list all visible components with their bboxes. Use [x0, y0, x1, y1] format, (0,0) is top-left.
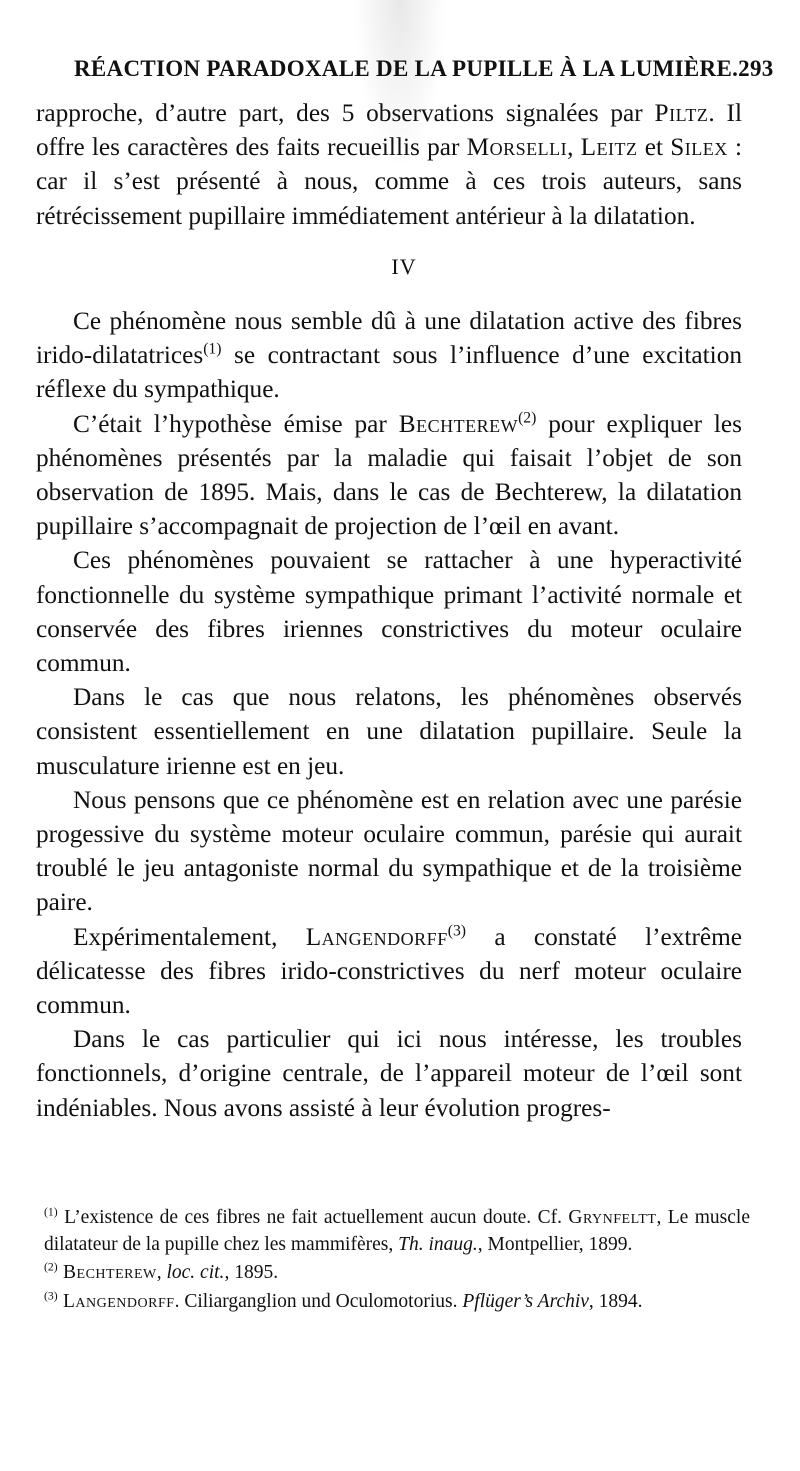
footnote-ref: (3): [447, 922, 466, 940]
author-name: Silex: [670, 133, 728, 162]
paragraph-5: Dans le cas que nous relatons, les phénomènes observés consistent essentiellement en une dilatation pupillaire. Seule la musculature irienne est en jeu.: [36, 683, 742, 780]
paragraph-8: Dans le cas particulier qui ici nous intéresse, les troubles fonctionnels, d’origine centrale, de l’appareil moteur de l’œil sont indéniables. Nous avons assisté à leur évolution progres-: [36, 1025, 742, 1122]
author-name: Langendorff: [305, 922, 448, 951]
text-run: C’était l’hypothèse émise par: [73, 409, 399, 438]
text-run: Ce phénomène nous semble dû à une dilatation active des fibres irido-dilatatrices: [36, 307, 742, 370]
author-name: Bechterew: [57, 1262, 157, 1283]
footnote-1: [44, 1205, 750, 1258]
citation-abbrev: loc. cit.: [166, 1262, 225, 1283]
paragraph-7: [36, 920, 742, 1023]
text-run: : car il s’est présenté à nous, comme à ces trois auteurs, sans rétrécissement pupillaire immédiatement antérieur à la dilatation.: [36, 133, 742, 230]
journal-title: Pflüger’s Archiv: [462, 1290, 589, 1312]
text-run: rapproche, d’autre part, des 5 observations signalées par: [36, 99, 655, 127]
text-run: . Il offre les caractères des faits recueillis par: [36, 99, 742, 162]
footnotes: [44, 1205, 750, 1317]
paragraph-2: [36, 304, 742, 407]
footnote-2: [44, 1260, 750, 1287]
author-name: Grynfeltt: [568, 1207, 657, 1228]
text-run: ,: [567, 133, 581, 162]
text-run: L’existence de ces fibres ne fait actuellement aucun doute. Cf.: [57, 1207, 569, 1228]
paragraph-1: [36, 96, 742, 233]
author-name: Langendorff: [57, 1290, 175, 1312]
page-number: 293: [738, 56, 774, 81]
author-name: Bechterew: [398, 409, 519, 438]
text-run: se contractant sous l’influence d’une excitation réflexe du sympathique.: [36, 341, 742, 404]
text-run: et: [637, 133, 671, 162]
body-text: [36, 96, 742, 1125]
text-run: , 1895.: [224, 1262, 279, 1283]
work-title: Th. inaug.: [398, 1233, 478, 1255]
text-run: , 1894.: [588, 1290, 643, 1312]
paragraph-6: Nous pensons que ce phénomène est en relation avec une parésie progessive du système moteur oculaire commun, parésie qui aurait troublé le jeu antagoniste normal du sympathique et de la troisième paire.: [36, 785, 742, 917]
running-title: RÉACTION PARADOXALE DE LA PUPILLE À LA LUMIÈRE.: [74, 56, 739, 81]
text-run: , Montpellier, 1899.: [477, 1233, 633, 1255]
text-run: . Ciliarganglion und Oculomotorius.: [174, 1290, 463, 1312]
footnote-ref: (2): [518, 409, 537, 427]
footnote-mark: (2): [44, 1260, 58, 1274]
footnote-mark: (1): [44, 1205, 58, 1219]
footnote-3: [44, 1289, 750, 1316]
section-heading: IV: [391, 253, 417, 279]
paragraph-4: Ces phénomènes pouvaient se rattacher à une hyperactivité fonctionnelle du système sympathique primant l’activité normale et conservée des fibres iriennes constrictives du moteur oculaire commun.: [36, 546, 742, 678]
text-run: pour expliquer les phénomènes présentés par la maladie qui faisait l’objet de son observation de 1895. Mais, dans le cas de Bechterew, la dilatation pupillaire s’accompagnait de projection de l’œil en avant.: [36, 409, 742, 541]
paragraph-3: [36, 407, 742, 544]
author-name: Leitz: [580, 133, 638, 162]
running-header: [74, 56, 774, 82]
text-run: ,: [156, 1262, 167, 1283]
author-name: Morselli: [466, 133, 568, 162]
footnote-ref: (1): [203, 340, 222, 358]
text-run: , Le muscle dilatateur de la pupille chez les mammifères,: [44, 1207, 750, 1255]
text-run: Expérimentalement,: [73, 922, 306, 951]
footnote-mark: (3): [44, 1289, 58, 1302]
text-run: a constaté l’extrême délicatesse des fibres irido-constrictives du nerf moteur oculaire commun.: [36, 922, 742, 1020]
author-name: Piltz: [654, 99, 709, 127]
